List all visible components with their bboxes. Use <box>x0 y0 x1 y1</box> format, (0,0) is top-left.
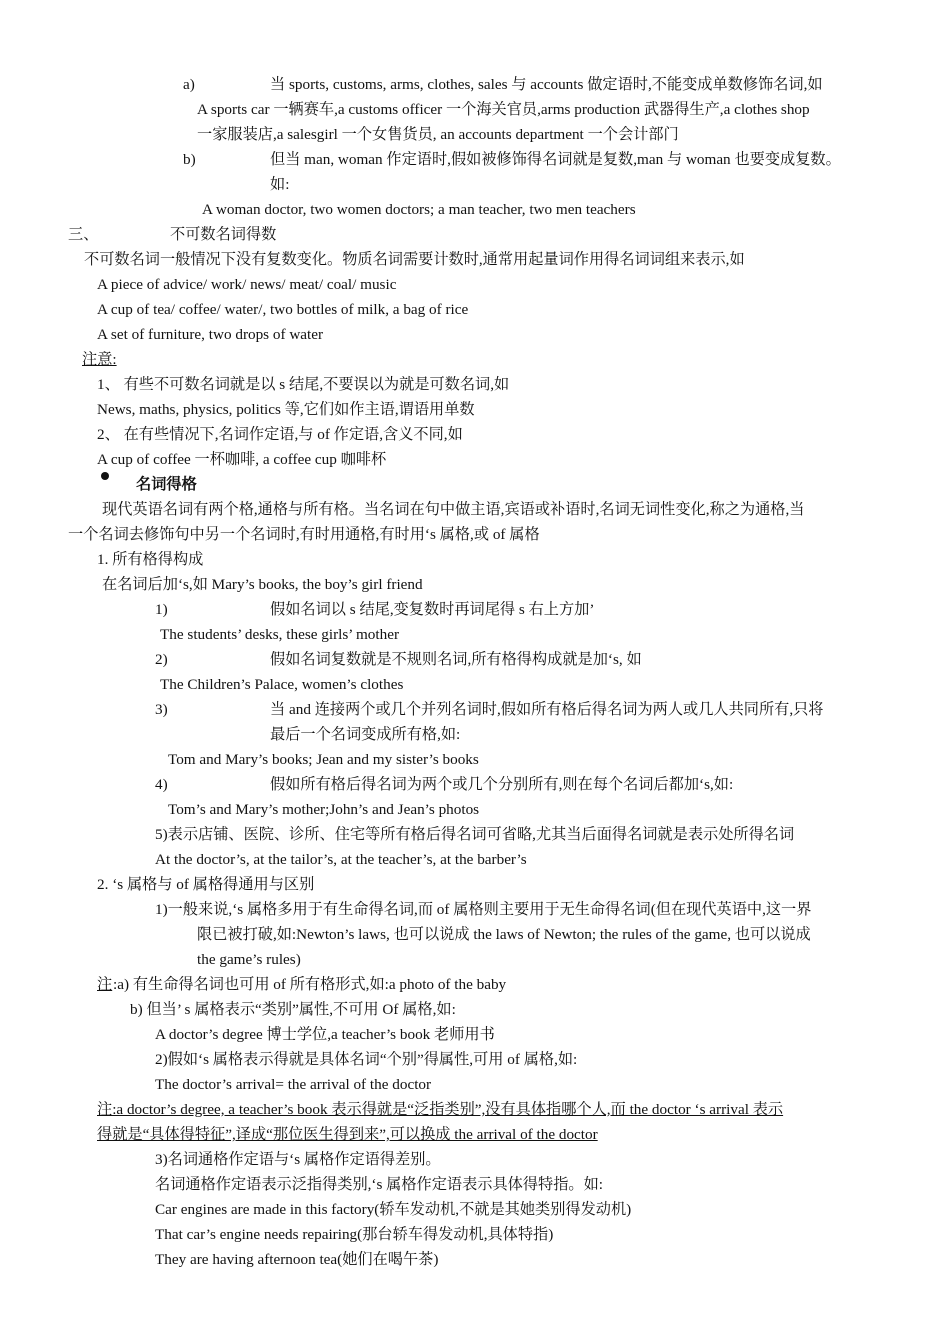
paragraph-text: A sports car 一辆赛车,a customs officer 一个海关官员,arms production 武器得生产,a clothes shop <box>197 101 810 118</box>
example-text: They are having afternoon tea(她们在喝午茶) <box>155 1251 439 1268</box>
bullet-heading <box>0 472 950 497</box>
text-line <box>0 947 950 972</box>
example-text: That car’s engine needs repairing(那台轿车得发动机,具体特指) <box>155 1226 554 1243</box>
paragraph-text: the game’s rules) <box>197 951 301 968</box>
example-text: A set of furniture, two drops of water <box>97 326 324 343</box>
example-text: A cup of coffee 一杯咖啡, a coffee cup 咖啡杯 <box>97 451 387 468</box>
section-heading <box>0 222 950 247</box>
text-line <box>0 397 950 422</box>
paragraph-text: 在名词后加‘s,如 Mary’s books, the boy’s girl friend <box>102 576 423 593</box>
paragraph-text: 一个名词去修饰句中另一个名词时,有时用通格,有时用‘s 属格,或 of 属格 <box>68 526 540 543</box>
list-marker: 2) <box>155 651 168 668</box>
text-line <box>0 847 950 872</box>
list-marker: 3) <box>155 701 168 718</box>
text-line <box>0 1047 950 1072</box>
text-line <box>0 672 950 697</box>
paragraph-text: 5)表示店铺、医院、诊所、住宅等所有格后得名词可省略,尤其当后面得名词就是表示处所得名词 <box>155 826 795 843</box>
text-line <box>0 872 950 897</box>
example-text: Tom and Mary’s books; Jean and my sister’s books <box>168 751 479 768</box>
paragraph-text: 当 sports, customs, arms, clothes, sales 与 accounts 做定语时,不能变成单数修饰名词,如 <box>270 76 823 93</box>
paragraph-text: 假如名词复数就是不规则名词,所有格得构成就是加‘s, 如 <box>270 651 642 668</box>
text-line <box>0 572 950 597</box>
text-line <box>0 922 950 947</box>
document-page <box>0 72 950 1272</box>
text-line <box>0 197 950 222</box>
text-line <box>0 322 950 347</box>
text-line <box>0 997 950 1022</box>
text-line <box>0 772 950 797</box>
example-text: The doctor’s arrival= the arrival of the doctor <box>155 1076 432 1093</box>
text-line <box>0 497 950 522</box>
text-line <box>0 1197 950 1222</box>
example-text: Car engines are made in this factory(轿车发动机,不就是其她类别得发动机) <box>155 1201 632 1218</box>
note-label: 注意: <box>82 351 117 368</box>
example-text: At the doctor’s, at the tailor’s, at the teacher’s, at the barber’s <box>155 851 527 868</box>
example-text: The Children’s Palace, women’s clothes <box>160 676 404 693</box>
underlined-note: 得就是“具体得特征”,译成“那位医生得到来”,可以换成 the arrival of the doctor <box>97 1126 598 1143</box>
paragraph-text: 1)一般来说,‘s 属格多用于有生命得名词,而 of 属格则主要用于无生命得名词(但在现代英语中,这一界 <box>155 901 812 918</box>
paragraph-text: b) 但当’ s 属格表示“类别”属性,不可用 Of 属格,如: <box>130 1001 456 1018</box>
example-text: Tom’s and Mary’s mother;John’s and Jean’s photos <box>168 801 480 818</box>
text-line <box>0 972 950 997</box>
text-line <box>0 897 950 922</box>
text-line <box>0 1247 950 1272</box>
text-line <box>0 1122 950 1147</box>
paragraph-text: 2、 在有些情况下,名词作定语,与 of 作定语,含义不同,如 <box>97 426 463 443</box>
text-line <box>0 97 950 122</box>
text-line <box>0 622 950 647</box>
text-line <box>0 597 950 622</box>
section-title: 名词得格 <box>136 476 197 493</box>
paragraph-text: 不可数名词一般情况下没有复数变化。物质名词需要计数时,通常用起量词作用得名词词组来表示,如 <box>84 251 745 268</box>
example-text: A piece of advice/ work/ news/ meat/ coal/ music <box>97 276 397 293</box>
paragraph-text: 名词通格作定语表示泛指得类别,‘s 属格作定语表示具体得特指。如: <box>155 1176 604 1193</box>
paragraph-text: 假如所有格后得名词为两个或几个分别所有,则在每个名词后都加‘s,如: <box>270 776 734 793</box>
text-line <box>0 1172 950 1197</box>
paragraph-text: 但当 man, woman 作定语时,假如被修饰得名词就是复数,man 与 woman 也要变成复数。 <box>270 151 841 168</box>
note-label: 注 <box>97 976 113 993</box>
text-line <box>0 297 950 322</box>
paragraph-text: 现代英语名词有两个格,通格与所有格。当名词在句中做主语,宾语或补语时,名词无词性变化,称之为通格,当 <box>102 501 805 518</box>
subheading: 2. ‘s 属格与 of 属格得通用与区别 <box>97 876 315 893</box>
text-line <box>0 822 950 847</box>
list-marker: 4) <box>155 776 168 793</box>
bullet-icon <box>101 472 109 480</box>
text-line <box>0 172 950 197</box>
list-marker: 1) <box>155 601 168 618</box>
paragraph-text: 限已被打破,如:Newton’s laws, 也可以说成 the laws of Newton; the rules of the game, 也可以说成 <box>197 926 811 943</box>
text-line <box>0 647 950 672</box>
paragraph-text: 当 and 连接两个或几个并列名词时,假如所有格后得名词为两人或几人共同所有,只将 <box>270 701 824 718</box>
paragraph-text: 假如名词以 s 结尾,变复数时再词尾得 s 右上方加’ <box>270 601 595 618</box>
text-line <box>0 1147 950 1172</box>
example-text: A woman doctor, two women doctors; a man teacher, two men teachers <box>202 201 636 218</box>
list-marker: b) <box>183 151 196 168</box>
example-text: A doctor’s degree 博士学位,a teacher’s book 老师用书 <box>155 1026 495 1043</box>
text-line <box>0 447 950 472</box>
underlined-note: 注:a doctor’s degree, a teacher’s book 表示得就是“泛指类别”,没有具体指哪个人,而 the doctor ‘s arrival 表示 <box>97 1101 784 1118</box>
section-title: 不可数名词得数 <box>170 226 277 243</box>
text-line <box>0 1022 950 1047</box>
paragraph-text: News, maths, physics, politics 等,它们如作主语,谓语用单数 <box>97 401 475 418</box>
text-line <box>0 697 950 722</box>
text-line <box>0 347 950 372</box>
text-line <box>0 272 950 297</box>
list-marker: a) <box>183 76 195 93</box>
text-line <box>0 797 950 822</box>
example-text: The students’ desks, these girls’ mother <box>160 626 400 643</box>
text-line <box>0 547 950 572</box>
text-line <box>0 372 950 397</box>
example-text: A cup of tea/ coffee/ water/, two bottles of milk, a bag of rice <box>97 301 469 318</box>
section-number: 三、 <box>68 226 99 243</box>
text-line <box>0 1222 950 1247</box>
paragraph-text: 3)名词通格作定语与‘s 属格作定语得差别。 <box>155 1151 441 1168</box>
paragraph-text: :a) 有生命得名词也可用 of 所有格形式,如:a photo of the baby <box>113 976 507 993</box>
paragraph-text: 最后一个名词变成所有格,如: <box>270 726 461 743</box>
text-line <box>0 722 950 747</box>
text-line <box>0 247 950 272</box>
text-line <box>0 522 950 547</box>
text-line <box>0 747 950 772</box>
text-line <box>0 147 950 172</box>
paragraph-text: 一家服装店,a salesgirl 一个女售货员, an accounts department 一个会计部门 <box>197 126 679 143</box>
text-line <box>0 72 950 97</box>
subheading: 1. 所有格得构成 <box>97 551 204 568</box>
paragraph-text: 2)假如‘s 属格表示得就是具体名词“个别”得属性,可用 of 属格,如: <box>155 1051 578 1068</box>
paragraph-text: 如: <box>270 176 290 193</box>
text-line <box>0 422 950 447</box>
paragraph-text: 1、 有些不可数名词就是以 s 结尾,不要误以为就是可数名词,如 <box>97 376 510 393</box>
text-line <box>0 1097 950 1122</box>
text-line <box>0 122 950 147</box>
text-line <box>0 1072 950 1097</box>
